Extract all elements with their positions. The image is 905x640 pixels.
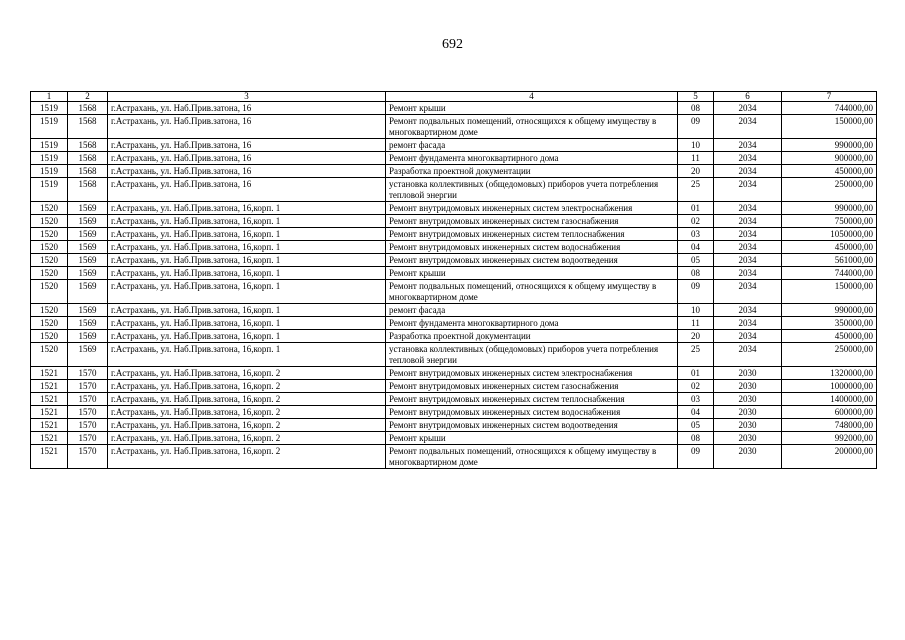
cell-row-number: 1520 — [31, 317, 68, 330]
cell-year: 2034 — [714, 304, 782, 317]
cell-year: 2030 — [714, 367, 782, 380]
cell-row-number: 1520 — [31, 343, 68, 367]
cell-row-number: 1520 — [31, 267, 68, 280]
cell-cost: 900000,00 — [782, 152, 877, 165]
cell-house-number: 1569 — [68, 267, 108, 280]
cell-address: г.Астрахань, ул. Наб.Прив.затона, 16,корп. 2 — [108, 393, 386, 406]
cell-work-code: 08 — [678, 267, 714, 280]
cell-address: г.Астрахань, ул. Наб.Прив.затона, 16,корп. 1 — [108, 317, 386, 330]
cell-year: 2034 — [714, 317, 782, 330]
cell-work-type: Ремонт подвальных помещений, относящихся к общему имуществу в многоквартирном доме — [386, 445, 678, 469]
cell-address: г.Астрахань, ул. Наб.Прив.затона, 16,корп. 2 — [108, 406, 386, 419]
cell-work-type: Ремонт внутридомовых инженерных систем газоснабжения — [386, 380, 678, 393]
cell-cost: 744000,00 — [782, 102, 877, 115]
cell-house-number: 1569 — [68, 215, 108, 228]
cell-year: 2030 — [714, 380, 782, 393]
cell-row-number: 1520 — [31, 330, 68, 343]
cell-cost: 350000,00 — [782, 317, 877, 330]
cell-work-type: Ремонт крыши — [386, 267, 678, 280]
cell-work-type: ремонт фасада — [386, 304, 678, 317]
cell-work-type: установка коллективных (общедомовых) приборов учета потребления тепловой энергии — [386, 343, 678, 367]
col-header-3: 3 — [108, 92, 386, 102]
cell-work-type: Разработка проектной документации — [386, 165, 678, 178]
cell-year: 2034 — [714, 115, 782, 139]
cell-work-type: Ремонт подвальных помещений, относящихся к общему имуществу в многоквартирном доме — [386, 115, 678, 139]
cell-address: г.Астрахань, ул. Наб.Прив.затона, 16,корп. 2 — [108, 367, 386, 380]
table-row — [31, 419, 877, 432]
cell-row-number: 1521 — [31, 419, 68, 432]
cell-house-number: 1568 — [68, 102, 108, 115]
cell-house-number: 1568 — [68, 139, 108, 152]
cell-work-code: 04 — [678, 241, 714, 254]
cell-work-code: 08 — [678, 102, 714, 115]
col-header-4: 4 — [386, 92, 678, 102]
cell-cost: 150000,00 — [782, 115, 877, 139]
cell-address: г.Астрахань, ул. Наб.Прив.затона, 16 — [108, 102, 386, 115]
cell-cost: 150000,00 — [782, 280, 877, 304]
cell-work-code: 02 — [678, 380, 714, 393]
table-row — [31, 406, 877, 419]
cell-year: 2034 — [714, 254, 782, 267]
cell-row-number: 1519 — [31, 178, 68, 202]
cell-work-code: 09 — [678, 115, 714, 139]
cell-row-number: 1521 — [31, 445, 68, 469]
table-row — [31, 445, 877, 469]
table-row — [31, 102, 877, 115]
cell-house-number: 1569 — [68, 241, 108, 254]
cell-work-type: Ремонт внутридомовых инженерных систем электроснабжения — [386, 367, 678, 380]
cell-row-number: 1520 — [31, 254, 68, 267]
cell-cost: 450000,00 — [782, 330, 877, 343]
cell-row-number: 1520 — [31, 215, 68, 228]
cell-work-code: 08 — [678, 432, 714, 445]
cell-cost: 450000,00 — [782, 241, 877, 254]
cell-work-type: Ремонт внутридомовых инженерных систем водоснабжения — [386, 406, 678, 419]
table-row — [31, 380, 877, 393]
cell-year: 2034 — [714, 215, 782, 228]
table-row — [31, 432, 877, 445]
table-row — [31, 228, 877, 241]
cell-address: г.Астрахань, ул. Наб.Прив.затона, 16,корп. 1 — [108, 228, 386, 241]
cell-work-type: Ремонт внутридомовых инженерных систем водоотведения — [386, 254, 678, 267]
cell-work-type: Ремонт внутридомовых инженерных систем водоснабжения — [386, 241, 678, 254]
cell-house-number: 1570 — [68, 406, 108, 419]
cell-work-code: 09 — [678, 280, 714, 304]
table-row — [31, 280, 877, 304]
header-row — [31, 92, 877, 102]
cell-address: г.Астрахань, ул. Наб.Прив.затона, 16,корп. 2 — [108, 445, 386, 469]
cell-house-number: 1568 — [68, 115, 108, 139]
cell-address: г.Астрахань, ул. Наб.Прив.затона, 16 — [108, 178, 386, 202]
cell-row-number: 1519 — [31, 102, 68, 115]
cell-cost: 748000,00 — [782, 419, 877, 432]
cell-work-code: 11 — [678, 317, 714, 330]
cell-cost: 1400000,00 — [782, 393, 877, 406]
cell-cost: 250000,00 — [782, 178, 877, 202]
cell-row-number: 1521 — [31, 393, 68, 406]
cell-address: г.Астрахань, ул. Наб.Прив.затона, 16,корп. 1 — [108, 343, 386, 367]
cell-cost: 200000,00 — [782, 445, 877, 469]
cell-year: 2030 — [714, 406, 782, 419]
cell-work-code: 03 — [678, 228, 714, 241]
cell-year: 2034 — [714, 241, 782, 254]
cell-row-number: 1521 — [31, 367, 68, 380]
table-row — [31, 267, 877, 280]
cell-work-code: 20 — [678, 330, 714, 343]
cell-address: г.Астрахань, ул. Наб.Прив.затона, 16,корп. 1 — [108, 254, 386, 267]
table-row — [31, 139, 877, 152]
col-header-2: 2 — [68, 92, 108, 102]
cell-work-code: 01 — [678, 202, 714, 215]
cell-row-number: 1519 — [31, 165, 68, 178]
cell-cost: 1050000,00 — [782, 228, 877, 241]
cell-work-type: установка коллективных (общедомовых) приборов учета потребления тепловой энергии — [386, 178, 678, 202]
cell-address: г.Астрахань, ул. Наб.Прив.затона, 16,корп. 2 — [108, 419, 386, 432]
table-row — [31, 241, 877, 254]
cell-address: г.Астрахань, ул. Наб.Прив.затона, 16,корп. 1 — [108, 280, 386, 304]
cell-cost: 750000,00 — [782, 215, 877, 228]
cell-year: 2034 — [714, 343, 782, 367]
cell-house-number: 1569 — [68, 254, 108, 267]
cell-cost: 1320000,00 — [782, 367, 877, 380]
cell-house-number: 1570 — [68, 432, 108, 445]
cell-cost: 990000,00 — [782, 202, 877, 215]
cell-work-type: Ремонт внутридомовых инженерных систем теплоснабжения — [386, 228, 678, 241]
cell-work-type: Ремонт крыши — [386, 432, 678, 445]
cell-cost: 450000,00 — [782, 165, 877, 178]
table-row — [31, 165, 877, 178]
table-row — [31, 115, 877, 139]
cell-year: 2030 — [714, 445, 782, 469]
table-row — [31, 343, 877, 367]
cell-work-code: 25 — [678, 178, 714, 202]
cell-work-type: Ремонт фундамента многоквартирного дома — [386, 152, 678, 165]
table-row — [31, 330, 877, 343]
cell-row-number: 1519 — [31, 139, 68, 152]
cell-row-number: 1520 — [31, 280, 68, 304]
cell-row-number: 1520 — [31, 202, 68, 215]
cell-work-type: Ремонт внутридомовых инженерных систем электроснабжения — [386, 202, 678, 215]
cell-cost: 1000000,00 — [782, 380, 877, 393]
cell-work-code: 10 — [678, 304, 714, 317]
cell-row-number: 1520 — [31, 241, 68, 254]
cell-house-number: 1569 — [68, 280, 108, 304]
table-row — [31, 367, 877, 380]
cell-work-code: 02 — [678, 215, 714, 228]
cell-work-type: ремонт фасада — [386, 139, 678, 152]
cell-row-number: 1520 — [31, 228, 68, 241]
cell-address: г.Астрахань, ул. Наб.Прив.затона, 16,корп. 1 — [108, 215, 386, 228]
table-row — [31, 304, 877, 317]
cell-address: г.Астрахань, ул. Наб.Прив.затона, 16,корп. 1 — [108, 202, 386, 215]
cell-work-code: 20 — [678, 165, 714, 178]
cell-year: 2034 — [714, 165, 782, 178]
cell-cost: 990000,00 — [782, 139, 877, 152]
cell-work-type: Разработка проектной документации — [386, 330, 678, 343]
cell-row-number: 1519 — [31, 152, 68, 165]
cell-year: 2034 — [714, 202, 782, 215]
cell-house-number: 1568 — [68, 152, 108, 165]
cell-address: г.Астрахань, ул. Наб.Прив.затона, 16,корп. 1 — [108, 241, 386, 254]
table-row — [31, 393, 877, 406]
cell-work-code: 01 — [678, 367, 714, 380]
cell-house-number: 1570 — [68, 380, 108, 393]
table-body — [31, 102, 877, 469]
cell-work-code: 25 — [678, 343, 714, 367]
cell-work-code: 09 — [678, 445, 714, 469]
cell-house-number: 1570 — [68, 419, 108, 432]
table-row — [31, 202, 877, 215]
cell-house-number: 1568 — [68, 165, 108, 178]
col-header-5: 5 — [678, 92, 714, 102]
cell-cost: 744000,00 — [782, 267, 877, 280]
cell-house-number: 1570 — [68, 393, 108, 406]
cell-row-number: 1521 — [31, 380, 68, 393]
cell-house-number: 1569 — [68, 317, 108, 330]
cell-year: 2030 — [714, 432, 782, 445]
cell-work-code: 03 — [678, 393, 714, 406]
cell-address: г.Астрахань, ул. Наб.Прив.затона, 16,корп. 1 — [108, 304, 386, 317]
cell-year: 2034 — [714, 330, 782, 343]
cell-row-number: 1521 — [31, 432, 68, 445]
capital-repair-table — [30, 91, 877, 469]
cell-work-type: Ремонт внутридомовых инженерных систем газоснабжения — [386, 215, 678, 228]
cell-address: г.Астрахань, ул. Наб.Прив.затона, 16,корп. 1 — [108, 330, 386, 343]
cell-address: г.Астрахань, ул. Наб.Прив.затона, 16 — [108, 152, 386, 165]
cell-address: г.Астрахань, ул. Наб.Прив.затона, 16 — [108, 139, 386, 152]
cell-cost: 250000,00 — [782, 343, 877, 367]
cell-work-type: Ремонт крыши — [386, 102, 678, 115]
cell-cost: 600000,00 — [782, 406, 877, 419]
cell-cost: 990000,00 — [782, 304, 877, 317]
cell-address: г.Астрахань, ул. Наб.Прив.затона, 16,корп. 1 — [108, 267, 386, 280]
table-row — [31, 215, 877, 228]
page-number: 692 — [442, 37, 463, 52]
cell-year: 2034 — [714, 267, 782, 280]
cell-work-code: 05 — [678, 419, 714, 432]
cell-year: 2034 — [714, 102, 782, 115]
cell-house-number: 1569 — [68, 343, 108, 367]
cell-address: г.Астрахань, ул. Наб.Прив.затона, 16,корп. 2 — [108, 380, 386, 393]
cell-year: 2030 — [714, 419, 782, 432]
table-row — [31, 254, 877, 267]
cell-house-number: 1570 — [68, 367, 108, 380]
cell-house-number: 1569 — [68, 304, 108, 317]
cell-address: г.Астрахань, ул. Наб.Прив.затона, 16 — [108, 115, 386, 139]
cell-year: 2034 — [714, 152, 782, 165]
cell-year: 2034 — [714, 280, 782, 304]
col-header-1: 1 — [31, 92, 68, 102]
cell-cost: 992000,00 — [782, 432, 877, 445]
cell-house-number: 1569 — [68, 202, 108, 215]
cell-work-type: Ремонт подвальных помещений, относящихся к общему имуществу в многоквартирном доме — [386, 280, 678, 304]
cell-year: 2030 — [714, 393, 782, 406]
col-header-6: 6 — [714, 92, 782, 102]
cell-row-number: 1520 — [31, 304, 68, 317]
col-header-7: 7 — [782, 92, 877, 102]
cell-cost: 561000,00 — [782, 254, 877, 267]
table-row — [31, 317, 877, 330]
cell-year: 2034 — [714, 228, 782, 241]
cell-house-number: 1570 — [68, 445, 108, 469]
cell-work-type: Ремонт внутридомовых инженерных систем теплоснабжения — [386, 393, 678, 406]
cell-house-number: 1568 — [68, 178, 108, 202]
cell-row-number: 1521 — [31, 406, 68, 419]
cell-house-number: 1569 — [68, 330, 108, 343]
cell-year: 2034 — [714, 178, 782, 202]
cell-work-type: Ремонт фундамента многоквартирного дома — [386, 317, 678, 330]
cell-address: г.Астрахань, ул. Наб.Прив.затона, 16,корп. 2 — [108, 432, 386, 445]
cell-house-number: 1569 — [68, 228, 108, 241]
cell-work-code: 11 — [678, 152, 714, 165]
cell-address: г.Астрахань, ул. Наб.Прив.затона, 16 — [108, 165, 386, 178]
cell-year: 2034 — [714, 139, 782, 152]
cell-work-code: 04 — [678, 406, 714, 419]
table-row — [31, 152, 877, 165]
cell-work-type: Ремонт внутридомовых инженерных систем водоотведения — [386, 419, 678, 432]
cell-row-number: 1519 — [31, 115, 68, 139]
table-row — [31, 178, 877, 202]
cell-work-code: 10 — [678, 139, 714, 152]
cell-work-code: 05 — [678, 254, 714, 267]
